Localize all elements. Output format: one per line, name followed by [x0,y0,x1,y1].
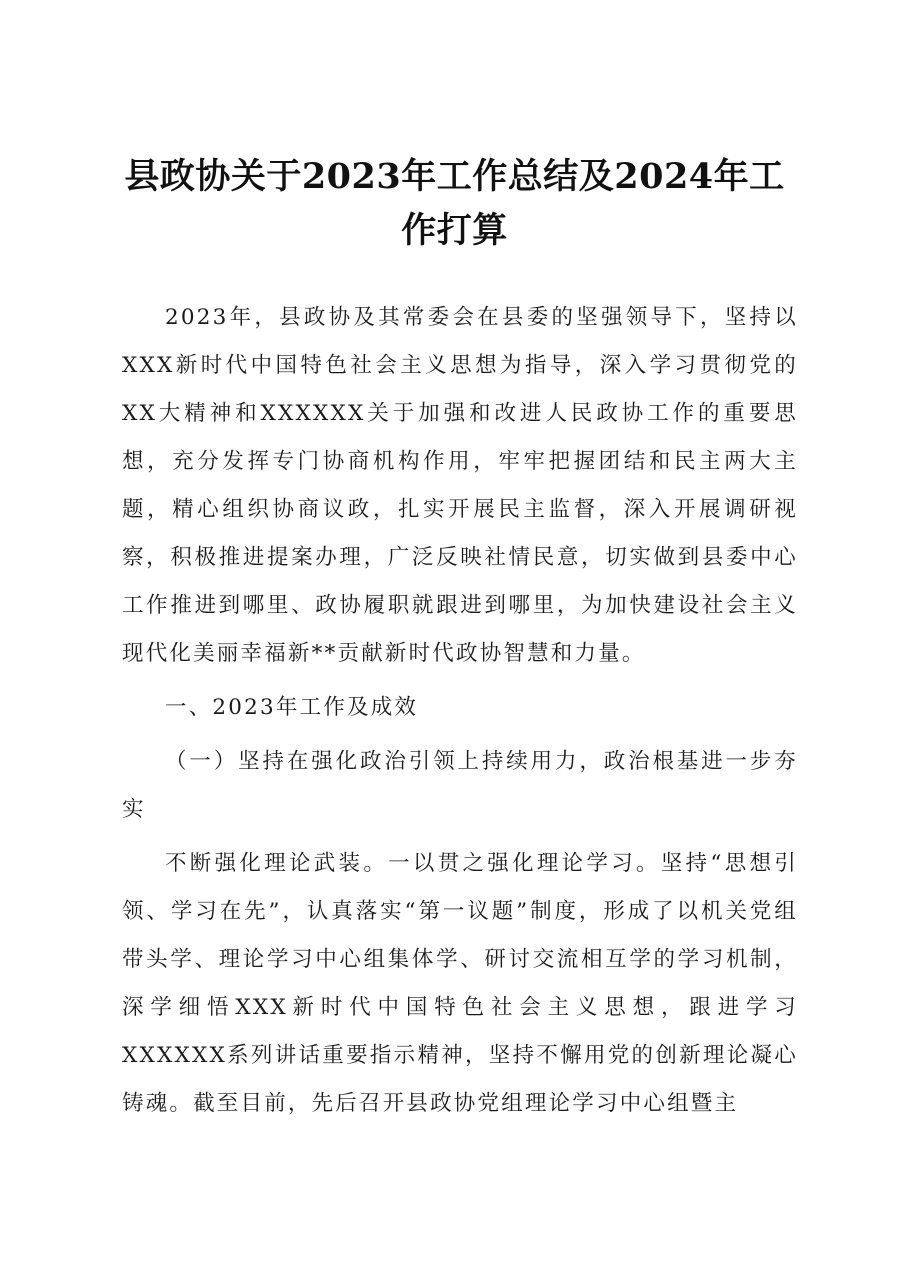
intro-paragraph: 2023年，县政协及其常委会在县委的坚强领导下，坚持以XXX新时代中国特色社会主义思想为指导，深入学习贯彻党的XX大精神和XXXXXX关于加强和改进人民政协工作的重要思想，充分发挥专门协商机构作用，牢牢把握团结和民主两大主题，精心组织协商议政，扎实开展民主监督，深入开展调研视察，积极推进提案办理，广泛反映社情民意，切实做到县委中心工作推进到哪里、政协履职就跟进到哪里，为加快建设社会主义现代化美丽幸福新**贡献新时代政协智慧和力量。 [122,305,798,666]
body-paragraph-theory: 不断强化理论武装。一以贯之强化理论学习。坚持“思想引领、学习在先”，认真落实“第一议题”制度，形成了以机关党组带头学、理论学习中心组集体学、研讨交流相互学的学习机制，深学细悟XXX新时代中国特色社会主义思想，跟进学习XXXXXX系列讲话重要指示精神，坚持不懈用党的创新理论凝心铸魂。截至目前，先后召开县政协党组理论学习中心组暨主 [122,851,798,1116]
document-body [122,294,798,1128]
subsection-heading-1: （一）坚持在强化政治引领上持续用力，政治根基进一步夯实 [122,749,798,822]
document-title: 县政协关于2023年工作总结及2024年工作打算 [124,156,785,251]
section-heading-1: 一、2023年工作及成效 [165,695,419,720]
